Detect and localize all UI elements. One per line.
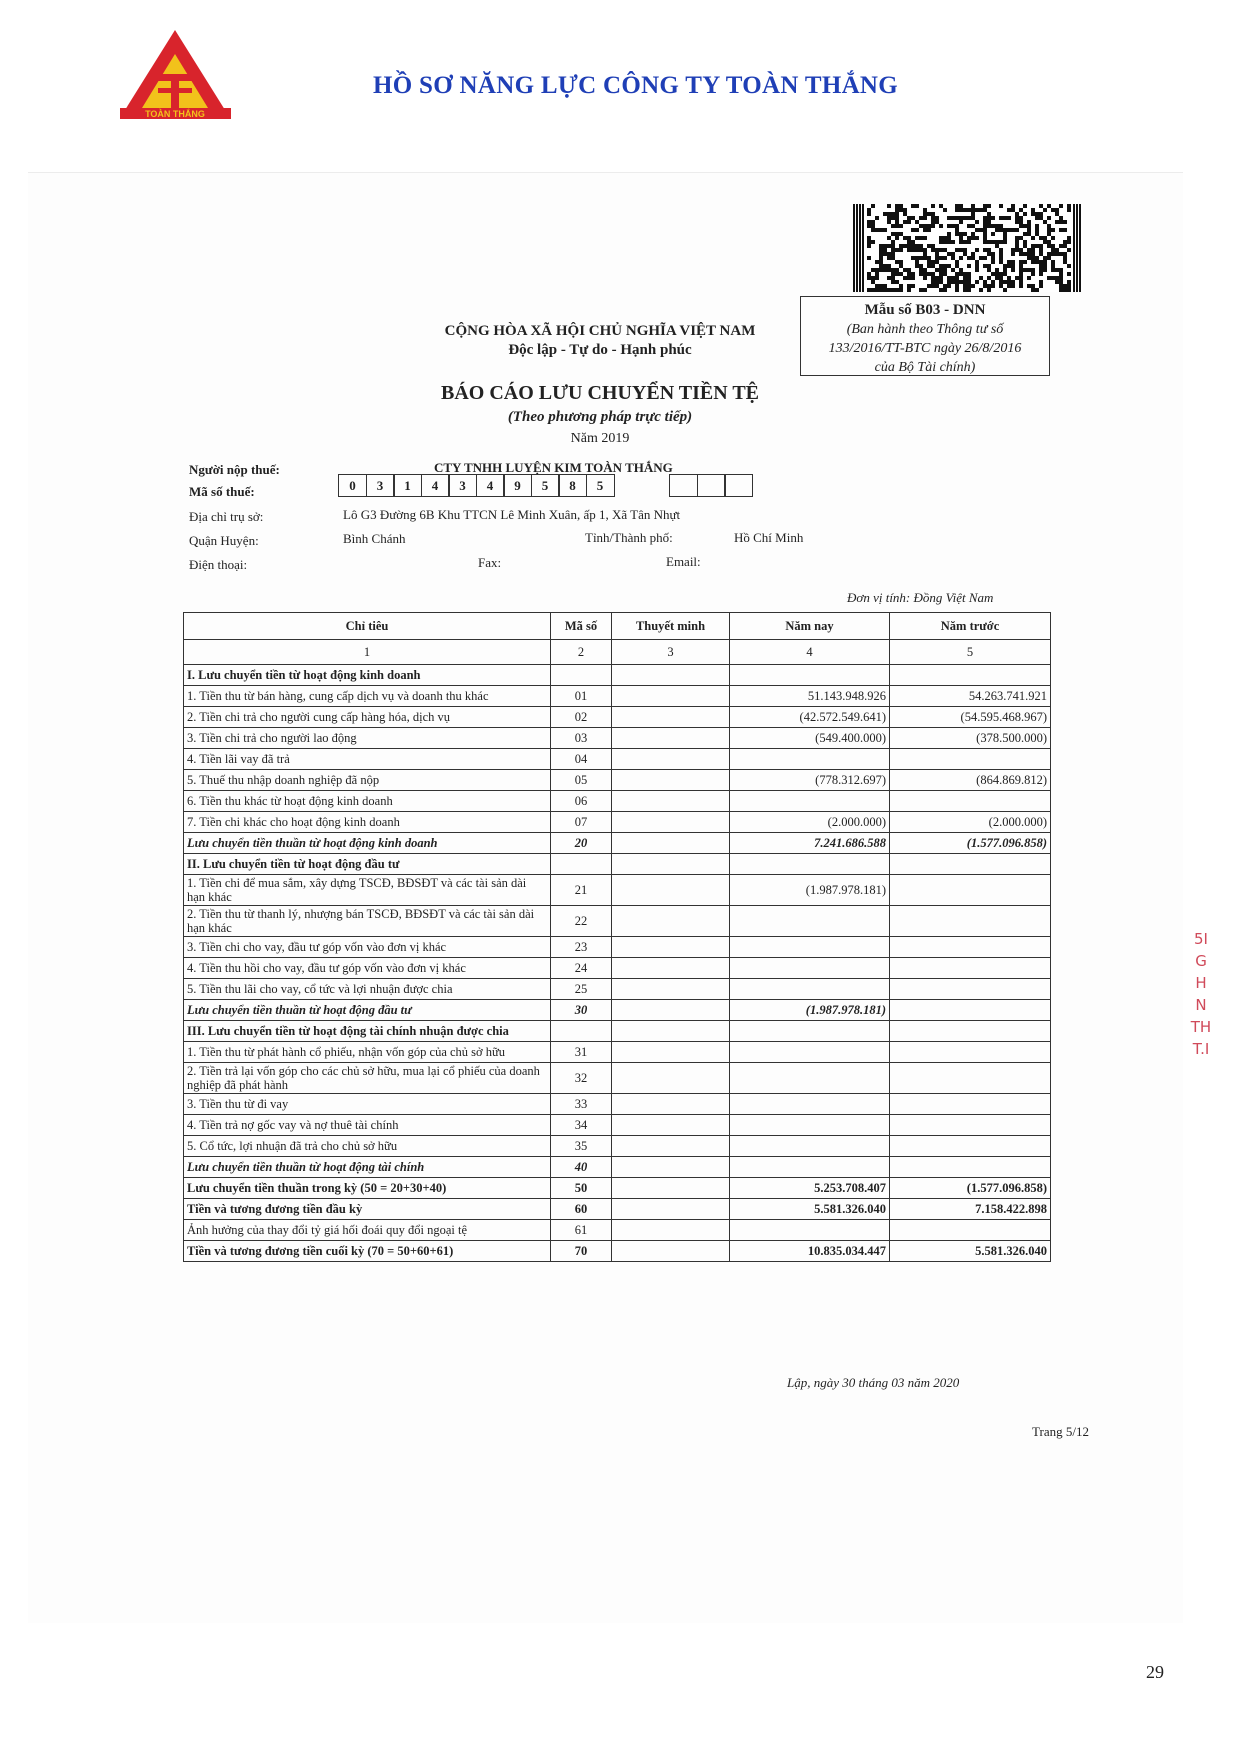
red-stamp-fragment — [1189, 928, 1213, 1128]
row-previous-year: (2.000.000) — [890, 812, 1051, 833]
row-label: 4. Tiền trả nợ gốc vay và nợ thuê tài chính — [184, 1115, 551, 1136]
row-note — [612, 958, 730, 979]
row-code: 20 — [551, 833, 612, 854]
row-current-year: (778.312.697) — [730, 770, 890, 791]
phone-label: Điện thoại: — [189, 557, 248, 572]
table-row — [184, 1021, 1051, 1042]
row-label: 2. Tiền thu từ thanh lý, nhượng bán TSCĐ, BĐSĐT và các tài sản dài hạn khác — [184, 906, 551, 937]
row-label: Tiền và tương đương tiền đầu kỳ — [184, 1199, 551, 1220]
row-label: II. Lưu chuyển tiền từ hoạt động đầu tư — [184, 854, 551, 875]
row-label: I. Lưu chuyển tiền từ hoạt động kinh doanh — [184, 665, 551, 686]
table-row — [184, 854, 1051, 875]
taxid-digit: 9 — [503, 474, 532, 497]
form-code: Mẫu số B03 - DNN — [864, 302, 986, 318]
row-note — [612, 937, 730, 958]
row-code: 50 — [551, 1178, 612, 1199]
row-current-year: 5.253.708.407 — [730, 1178, 890, 1199]
row-code: 06 — [551, 791, 612, 812]
report-title: BÁO CÁO LƯU CHUYỂN TIỀN TỆ — [440, 382, 760, 404]
row-label: Ảnh hưởng của thay đổi tỷ giá hối đoái quy đổi ngoại tệ — [184, 1220, 551, 1241]
table-row — [184, 1220, 1051, 1241]
province-label: Tỉnh/Thành phố: — [585, 530, 673, 545]
form-code-box — [800, 296, 1050, 376]
taxid-digit: 3 — [448, 474, 477, 497]
row-code: 40 — [551, 1157, 612, 1178]
row-note — [612, 1199, 730, 1220]
row-code: 02 — [551, 707, 612, 728]
row-current-year — [730, 665, 890, 686]
row-note — [612, 1220, 730, 1241]
row-note — [612, 686, 730, 707]
row-label: 3. Tiền chi trả cho người lao động — [184, 728, 551, 749]
taxid-digit: 0 — [338, 474, 367, 497]
row-code: 70 — [551, 1241, 612, 1262]
row-note — [612, 875, 730, 906]
row-current-year — [730, 791, 890, 812]
row-label: 2. Tiền trả lại vốn góp cho các chủ sở hữu, mua lại cổ phiếu của doanh nghiệp đã phát hành — [184, 1063, 551, 1094]
row-previous-year: (378.500.000) — [890, 728, 1051, 749]
row-note — [612, 1241, 730, 1262]
row-code: 23 — [551, 937, 612, 958]
stamp-text: 5I — [1194, 930, 1208, 948]
taxid-extra-box — [669, 474, 698, 497]
row-current-year: 7.241.686.588 — [730, 833, 890, 854]
taxid-digit: 4 — [476, 474, 505, 497]
report-method: (Theo phương pháp trực tiếp) — [507, 409, 693, 425]
row-current-year — [730, 1042, 890, 1063]
row-current-year — [730, 854, 890, 875]
row-previous-year — [890, 875, 1051, 906]
row-code: 35 — [551, 1136, 612, 1157]
table-row — [184, 1136, 1051, 1157]
row-label: 4. Tiền lãi vay đã trả — [184, 749, 551, 770]
row-previous-year: (864.869.812) — [890, 770, 1051, 791]
address-value: Lô G3 Đường 6B Khu TTCN Lê Minh Xuân, ấp 1, Xã Tân Nhựt — [343, 507, 681, 522]
row-current-year — [730, 1220, 890, 1241]
column-number: 4 — [730, 640, 890, 665]
table-row — [184, 1094, 1051, 1115]
row-previous-year — [890, 1220, 1051, 1241]
taxid-digit: 4 — [421, 474, 450, 497]
row-label: 5. Tiền thu lãi cho vay, cổ tức và lợi nhuận được chia — [184, 979, 551, 1000]
row-label: III. Lưu chuyển tiền từ hoạt động tài chính nhuận được chia — [184, 1021, 551, 1042]
table-row — [184, 906, 1051, 937]
row-code — [551, 665, 612, 686]
row-note — [612, 1178, 730, 1199]
taxpayer-label: Người nộp thuế: — [189, 462, 280, 477]
row-code: 24 — [551, 958, 612, 979]
row-previous-year — [890, 937, 1051, 958]
row-note — [612, 1000, 730, 1021]
row-note — [612, 665, 730, 686]
row-code: 22 — [551, 906, 612, 937]
row-label: 5. Cổ tức, lợi nhuận đã trả cho chủ sở hữu — [184, 1136, 551, 1157]
column-number: 3 — [612, 640, 730, 665]
row-note — [612, 1157, 730, 1178]
table-row — [184, 812, 1051, 833]
column-header: Năm trước — [890, 613, 1051, 640]
row-current-year: 5.581.326.040 — [730, 1199, 890, 1220]
table-row — [184, 728, 1051, 749]
row-previous-year: 54.263.741.921 — [890, 686, 1051, 707]
column-header: Thuyết minh — [612, 613, 730, 640]
taxid-digit: 8 — [558, 474, 587, 497]
row-label: Lưu chuyển tiền thuần từ hoạt động đầu tư — [184, 1000, 551, 1021]
row-code: 31 — [551, 1042, 612, 1063]
table-row — [184, 1199, 1051, 1220]
row-previous-year: (1.577.096.858) — [890, 833, 1051, 854]
row-note — [612, 812, 730, 833]
stamp-text: G — [1195, 952, 1207, 970]
taxid-digit: 1 — [393, 474, 422, 497]
row-label: 1. Tiền thu từ bán hàng, cung cấp dịch vụ và doanh thu khác — [184, 686, 551, 707]
table-row — [184, 875, 1051, 906]
row-previous-year — [890, 791, 1051, 812]
row-previous-year — [890, 665, 1051, 686]
row-label: 3. Tiền chi cho vay, đầu tư góp vốn vào đơn vị khác — [184, 937, 551, 958]
table-row — [184, 791, 1051, 812]
row-note — [612, 728, 730, 749]
row-previous-year: (54.595.468.967) — [890, 707, 1051, 728]
table-row — [184, 665, 1051, 686]
row-note — [612, 1063, 730, 1094]
row-code — [551, 1021, 612, 1042]
address-label: Địa chỉ trụ sở: — [189, 509, 264, 524]
row-label: Lưu chuyển tiền thuần từ hoạt động tài chính — [184, 1157, 551, 1178]
taxpayer-value: CTY TNHH LUYỆN KIM TOÀN THẮNG — [434, 460, 673, 475]
page-number: 29 — [1146, 1662, 1164, 1682]
row-previous-year — [890, 854, 1051, 875]
row-label: 3. Tiền thu từ đi vay — [184, 1094, 551, 1115]
company-logo — [118, 28, 233, 120]
row-previous-year — [890, 958, 1051, 979]
row-previous-year — [890, 906, 1051, 937]
national-motto — [395, 322, 805, 360]
stamp-text: H — [1195, 974, 1207, 992]
row-code: 21 — [551, 875, 612, 906]
row-previous-year — [890, 1136, 1051, 1157]
row-current-year: (42.572.549.641) — [730, 707, 890, 728]
row-code: 01 — [551, 686, 612, 707]
row-current-year — [730, 958, 890, 979]
row-note — [612, 906, 730, 937]
row-current-year: 10.835.034.447 — [730, 1241, 890, 1262]
row-current-year — [730, 1094, 890, 1115]
row-note — [612, 1021, 730, 1042]
row-note — [612, 1094, 730, 1115]
page-of-count: Trang 5/12 — [1032, 1424, 1089, 1439]
row-note — [612, 1042, 730, 1063]
logo-text: TOÀN THẮNG — [145, 109, 205, 119]
table-row — [184, 833, 1051, 854]
row-code: 30 — [551, 1000, 612, 1021]
row-note — [612, 707, 730, 728]
row-code — [551, 854, 612, 875]
taxid-label: Mã số thuế: — [189, 484, 255, 499]
table-row — [184, 958, 1051, 979]
sign-date: Lập, ngày 30 tháng 03 năm 2020 — [787, 1375, 960, 1390]
column-header: Chỉ tiêu — [184, 613, 551, 640]
row-note — [612, 854, 730, 875]
column-number: 5 — [890, 640, 1051, 665]
row-current-year: (1.987.978.181) — [730, 1000, 890, 1021]
row-label: Lưu chuyển tiền thuần trong kỳ (50 = 20+30+40) — [184, 1178, 551, 1199]
row-code: 32 — [551, 1063, 612, 1094]
row-label: 1. Tiền thu từ phát hành cổ phiếu, nhận vốn góp của chủ sở hữu — [184, 1042, 551, 1063]
row-current-year: (549.400.000) — [730, 728, 890, 749]
table-row — [184, 707, 1051, 728]
table-header-row — [184, 613, 1051, 640]
form-note-line: (Ban hành theo Thông tư số — [846, 322, 1004, 337]
table-row — [184, 686, 1051, 707]
taxid-boxes — [338, 474, 752, 497]
form-note-line: của Bộ Tài chính) — [874, 360, 976, 375]
table-row — [184, 770, 1051, 791]
row-label: Lưu chuyển tiền thuần từ hoạt động kinh doanh — [184, 833, 551, 854]
row-previous-year — [890, 1042, 1051, 1063]
row-current-year — [730, 1115, 890, 1136]
stamp-text: T.I — [1192, 1040, 1210, 1058]
stamp-text: TH — [1190, 1018, 1212, 1036]
row-current-year: 51.143.948.926 — [730, 686, 890, 707]
row-current-year — [730, 749, 890, 770]
row-current-year — [730, 1021, 890, 1042]
taxid-digit: 3 — [366, 474, 395, 497]
row-code: 60 — [551, 1199, 612, 1220]
table-row — [184, 1000, 1051, 1021]
row-current-year: (2.000.000) — [730, 812, 890, 833]
row-label: 1. Tiền chi để mua sắm, xây dựng TSCĐ, BĐSĐT và các tài sản dài hạn khác — [184, 875, 551, 906]
row-previous-year — [890, 1021, 1051, 1042]
row-current-year — [730, 979, 890, 1000]
column-number: 1 — [184, 640, 551, 665]
row-previous-year — [890, 1000, 1051, 1021]
row-current-year — [730, 937, 890, 958]
row-label: Tiền và tương đương tiền cuối kỳ (70 = 50+60+61) — [184, 1241, 551, 1262]
row-current-year — [730, 906, 890, 937]
table-row — [184, 1157, 1051, 1178]
form-note-line: 133/2016/TT-BTC ngày 26/8/2016 — [828, 341, 1022, 356]
taxid-digit: 5 — [531, 474, 560, 497]
row-current-year — [730, 1063, 890, 1094]
table-row — [184, 1042, 1051, 1063]
row-previous-year — [890, 1157, 1051, 1178]
row-previous-year — [890, 1094, 1051, 1115]
taxid-spacer — [613, 474, 669, 497]
nation-slogan: Độc lập - Tự do - Hạnh phúc — [508, 342, 692, 358]
row-note — [612, 791, 730, 812]
row-label: 2. Tiền chi trả cho người cung cấp hàng hóa, dịch vụ — [184, 707, 551, 728]
row-note — [612, 1136, 730, 1157]
row-note — [612, 749, 730, 770]
taxid-extra-box — [697, 474, 726, 497]
barcode-image — [853, 204, 1083, 292]
table-row — [184, 1115, 1051, 1136]
column-header: Năm nay — [730, 613, 890, 640]
page-header-title: HỒ SƠ NĂNG LỰC CÔNG TY TOÀN THẮNG — [373, 72, 899, 99]
row-current-year — [730, 1157, 890, 1178]
email-label: Email: — [666, 554, 701, 569]
table-row — [184, 1063, 1051, 1094]
report-year: Năm 2019 — [570, 431, 630, 446]
table-row — [184, 979, 1051, 1000]
row-code: 33 — [551, 1094, 612, 1115]
row-code: 61 — [551, 1220, 612, 1241]
table-row — [184, 749, 1051, 770]
province-value: Hồ Chí Minh — [734, 530, 804, 545]
row-label: 7. Tiền chi khác cho hoạt động kinh doanh — [184, 812, 551, 833]
stamp-text: N — [1195, 996, 1207, 1014]
row-previous-year — [890, 1115, 1051, 1136]
table-row — [184, 1241, 1051, 1262]
fax-label: Fax: — [478, 555, 502, 570]
row-code: 25 — [551, 979, 612, 1000]
district-value: Bình Chánh — [343, 531, 406, 546]
column-number: 2 — [551, 640, 612, 665]
row-code: 04 — [551, 749, 612, 770]
row-previous-year — [890, 749, 1051, 770]
row-previous-year: 7.158.422.898 — [890, 1199, 1051, 1220]
row-code: 34 — [551, 1115, 612, 1136]
column-number-row — [184, 640, 1051, 665]
row-code: 07 — [551, 812, 612, 833]
row-code: 05 — [551, 770, 612, 791]
row-label: 6. Tiền thu khác từ hoạt động kinh doanh — [184, 791, 551, 812]
row-previous-year — [890, 979, 1051, 1000]
cash-flow-table — [183, 612, 1051, 1262]
row-note — [612, 1115, 730, 1136]
row-previous-year: (1.577.096.858) — [890, 1178, 1051, 1199]
nation-name: CỘNG HÒA XÃ HỘI CHỦ NGHĨA VIỆT NAM — [444, 323, 756, 339]
row-label: 4. Tiền thu hồi cho vay, đầu tư góp vốn vào đơn vị khác — [184, 958, 551, 979]
table-row — [184, 937, 1051, 958]
taxid-digit: 5 — [586, 474, 615, 497]
row-previous-year: 5.581.326.040 — [890, 1241, 1051, 1262]
row-label: 5. Thuế thu nhập doanh nghiệp đã nộp — [184, 770, 551, 791]
row-current-year: (1.987.978.181) — [730, 875, 890, 906]
row-note — [612, 770, 730, 791]
row-code: 03 — [551, 728, 612, 749]
district-label: Quận Huyện: — [189, 533, 259, 548]
column-header: Mã số — [551, 613, 612, 640]
row-previous-year — [890, 1063, 1051, 1094]
taxid-extra-box — [724, 474, 753, 497]
table-row — [184, 1178, 1051, 1199]
currency-unit: Đơn vị tính: Đồng Việt Nam — [847, 590, 994, 605]
row-note — [612, 833, 730, 854]
row-current-year — [730, 1136, 890, 1157]
row-note — [612, 979, 730, 1000]
